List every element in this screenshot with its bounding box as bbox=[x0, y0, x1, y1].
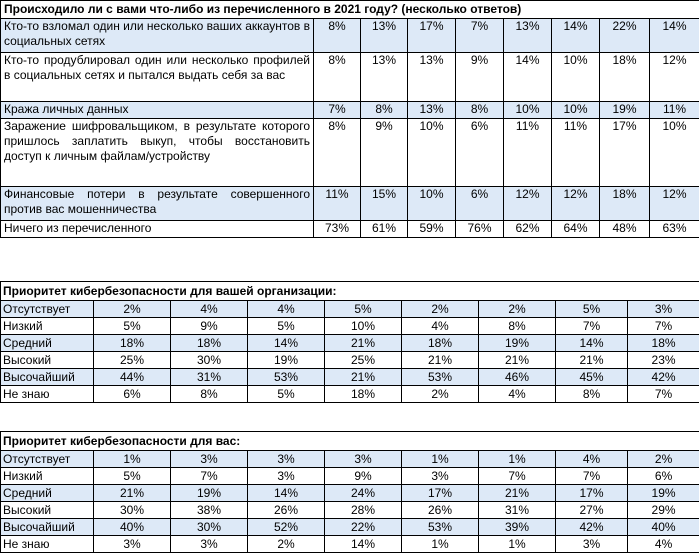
value-cell: 18% bbox=[402, 335, 479, 352]
value-cell: 3% bbox=[325, 451, 402, 468]
table-row bbox=[1, 119, 699, 187]
value-cell: 7% bbox=[314, 102, 361, 119]
value-cell: 8% bbox=[456, 102, 504, 119]
value-cell: 3% bbox=[628, 301, 699, 318]
value-cell: 30% bbox=[171, 352, 248, 369]
value-cell: 10% bbox=[408, 119, 456, 187]
value-cell: 2% bbox=[402, 386, 479, 403]
row-label: Кто-то взломал один или несколько ваших аккаунтов в социальных сетях bbox=[1, 19, 314, 53]
value-cell: 12% bbox=[650, 53, 699, 102]
row-label: Ничего из перечисленного bbox=[1, 221, 314, 238]
value-cell: 18% bbox=[325, 386, 402, 403]
value-cell: 48% bbox=[600, 221, 650, 238]
value-cell: 4% bbox=[556, 451, 628, 468]
value-cell: 19% bbox=[628, 485, 699, 502]
value-cell: 10% bbox=[650, 119, 699, 187]
value-cell: 3% bbox=[556, 536, 628, 553]
value-cell: 30% bbox=[171, 519, 248, 536]
value-cell: 31% bbox=[479, 502, 556, 519]
value-cell: 18% bbox=[600, 53, 650, 102]
value-cell: 10% bbox=[325, 318, 402, 335]
value-cell: 4% bbox=[248, 301, 325, 318]
value-cell: 8% bbox=[314, 19, 361, 53]
value-cell: 26% bbox=[248, 502, 325, 519]
value-cell: 1% bbox=[402, 536, 479, 553]
value-cell: 40% bbox=[628, 519, 699, 536]
value-cell: 4% bbox=[171, 301, 248, 318]
value-cell: 21% bbox=[479, 352, 556, 369]
value-cell: 5% bbox=[556, 301, 628, 318]
value-cell: 8% bbox=[479, 318, 556, 335]
value-cell: 7% bbox=[556, 468, 628, 485]
value-cell: 12% bbox=[552, 187, 600, 221]
value-cell: 8% bbox=[361, 102, 408, 119]
row-label: Заражение шифровальщиком, в результате которого пришлось заплатить выкуп, чтобы восстановить доступ к личным файлам/устройству bbox=[1, 119, 314, 187]
value-cell: 3% bbox=[248, 468, 325, 485]
value-cell: 76% bbox=[456, 221, 504, 238]
value-cell: 3% bbox=[171, 536, 248, 553]
row-label: Высочайший bbox=[1, 369, 94, 386]
value-cell: 18% bbox=[94, 335, 171, 352]
value-cell: 42% bbox=[628, 369, 699, 386]
table-row bbox=[1, 468, 699, 485]
value-cell: 62% bbox=[504, 221, 552, 238]
row-label: Высочайший bbox=[1, 519, 94, 536]
value-cell: 13% bbox=[361, 53, 408, 102]
value-cell: 7% bbox=[628, 386, 699, 403]
value-cell: 19% bbox=[479, 335, 556, 352]
value-cell: 31% bbox=[171, 369, 248, 386]
value-cell: 5% bbox=[248, 318, 325, 335]
value-cell: 38% bbox=[171, 502, 248, 519]
value-cell: 11% bbox=[552, 119, 600, 187]
value-cell: 21% bbox=[325, 369, 402, 386]
table-row bbox=[1, 19, 699, 53]
value-cell: 1% bbox=[94, 451, 171, 468]
value-cell: 9% bbox=[456, 53, 504, 102]
table-row bbox=[1, 187, 699, 221]
value-cell: 27% bbox=[556, 502, 628, 519]
value-cell: 14% bbox=[556, 335, 628, 352]
value-cell: 17% bbox=[402, 485, 479, 502]
value-cell: 9% bbox=[325, 468, 402, 485]
personal-priority-table-title: Приоритет кибербезопасности для вас: bbox=[1, 432, 699, 451]
value-cell: 7% bbox=[556, 318, 628, 335]
value-cell: 8% bbox=[314, 53, 361, 102]
value-cell: 10% bbox=[504, 102, 552, 119]
table-row bbox=[1, 352, 699, 369]
value-cell: 11% bbox=[314, 187, 361, 221]
row-label: Высокий bbox=[1, 502, 94, 519]
value-cell: 22% bbox=[600, 19, 650, 53]
value-cell: 53% bbox=[402, 519, 479, 536]
value-cell: 53% bbox=[402, 369, 479, 386]
value-cell: 21% bbox=[402, 352, 479, 369]
value-cell: 6% bbox=[456, 187, 504, 221]
value-cell: 3% bbox=[94, 536, 171, 553]
incidents-table bbox=[0, 0, 699, 238]
incidents-table-title: Происходило ли с вами что-либо из перечисленного в 2021 году? (несколько ответов) bbox=[1, 1, 699, 19]
value-cell: 46% bbox=[479, 369, 556, 386]
value-cell: 4% bbox=[402, 318, 479, 335]
value-cell: 28% bbox=[325, 502, 402, 519]
value-cell: 5% bbox=[325, 301, 402, 318]
table-row bbox=[1, 519, 699, 536]
value-cell: 25% bbox=[94, 352, 171, 369]
value-cell: 8% bbox=[171, 386, 248, 403]
value-cell: 2% bbox=[402, 301, 479, 318]
value-cell: 63% bbox=[650, 221, 699, 238]
value-cell: 3% bbox=[171, 451, 248, 468]
value-cell: 26% bbox=[402, 502, 479, 519]
value-cell: 12% bbox=[650, 187, 699, 221]
value-cell: 59% bbox=[408, 221, 456, 238]
value-cell: 2% bbox=[628, 451, 699, 468]
value-cell: 15% bbox=[361, 187, 408, 221]
value-cell: 10% bbox=[552, 53, 600, 102]
value-cell: 24% bbox=[325, 485, 402, 502]
value-cell: 18% bbox=[171, 335, 248, 352]
value-cell: 9% bbox=[171, 318, 248, 335]
value-cell: 21% bbox=[325, 335, 402, 352]
row-label: Не знаю bbox=[1, 536, 94, 553]
value-cell: 14% bbox=[248, 335, 325, 352]
value-cell: 61% bbox=[361, 221, 408, 238]
value-cell: 52% bbox=[248, 519, 325, 536]
value-cell: 5% bbox=[94, 468, 171, 485]
value-cell: 7% bbox=[479, 468, 556, 485]
value-cell: 18% bbox=[628, 335, 699, 352]
value-cell: 23% bbox=[628, 352, 699, 369]
value-cell: 13% bbox=[361, 19, 408, 53]
row-label: Средний bbox=[1, 335, 94, 352]
value-cell: 11% bbox=[504, 119, 552, 187]
value-cell: 11% bbox=[650, 102, 699, 119]
value-cell: 1% bbox=[479, 451, 556, 468]
value-cell: 10% bbox=[408, 187, 456, 221]
org-priority-table bbox=[0, 281, 699, 403]
value-cell: 29% bbox=[628, 502, 699, 519]
value-cell: 30% bbox=[94, 502, 171, 519]
value-cell: 25% bbox=[325, 352, 402, 369]
value-cell: 53% bbox=[248, 369, 325, 386]
value-cell: 14% bbox=[504, 53, 552, 102]
table-row bbox=[1, 318, 699, 335]
row-label: Низкий bbox=[1, 318, 94, 335]
table-row bbox=[1, 536, 699, 553]
value-cell: 17% bbox=[600, 119, 650, 187]
value-cell: 64% bbox=[552, 221, 600, 238]
value-cell: 45% bbox=[556, 369, 628, 386]
value-cell: 3% bbox=[248, 451, 325, 468]
table-row bbox=[1, 502, 699, 519]
table-row bbox=[1, 451, 699, 468]
table-row bbox=[1, 335, 699, 352]
value-cell: 19% bbox=[600, 102, 650, 119]
value-cell: 6% bbox=[94, 386, 171, 403]
value-cell: 22% bbox=[325, 519, 402, 536]
row-label: Кража личных данных bbox=[1, 102, 314, 119]
value-cell: 21% bbox=[94, 485, 171, 502]
value-cell: 6% bbox=[456, 119, 504, 187]
value-cell: 21% bbox=[556, 352, 628, 369]
value-cell: 2% bbox=[479, 301, 556, 318]
value-cell: 73% bbox=[314, 221, 361, 238]
value-cell: 8% bbox=[556, 386, 628, 403]
value-cell: 1% bbox=[479, 536, 556, 553]
table-row bbox=[1, 53, 699, 102]
value-cell: 6% bbox=[628, 468, 699, 485]
value-cell: 21% bbox=[479, 485, 556, 502]
value-cell: 7% bbox=[628, 318, 699, 335]
value-cell: 5% bbox=[94, 318, 171, 335]
value-cell: 9% bbox=[361, 119, 408, 187]
value-cell: 8% bbox=[314, 119, 361, 187]
value-cell: 13% bbox=[408, 102, 456, 119]
value-cell: 14% bbox=[325, 536, 402, 553]
value-cell: 2% bbox=[94, 301, 171, 318]
row-label: Не знаю bbox=[1, 386, 94, 403]
table-row bbox=[1, 221, 699, 238]
value-cell: 40% bbox=[94, 519, 171, 536]
value-cell: 2% bbox=[248, 536, 325, 553]
value-cell: 5% bbox=[248, 386, 325, 403]
row-label: Отсутствует bbox=[1, 451, 94, 468]
value-cell: 39% bbox=[479, 519, 556, 536]
value-cell: 4% bbox=[479, 386, 556, 403]
value-cell: 13% bbox=[408, 53, 456, 102]
value-cell: 7% bbox=[456, 19, 504, 53]
value-cell: 42% bbox=[556, 519, 628, 536]
value-cell: 7% bbox=[171, 468, 248, 485]
table-row bbox=[1, 369, 699, 386]
value-cell: 3% bbox=[402, 468, 479, 485]
row-label: Отсутствует bbox=[1, 301, 94, 318]
value-cell: 17% bbox=[556, 485, 628, 502]
row-label: Средний bbox=[1, 485, 94, 502]
row-label: Высокий bbox=[1, 352, 94, 369]
table-row bbox=[1, 485, 699, 502]
row-label: Низкий bbox=[1, 468, 94, 485]
value-cell: 18% bbox=[600, 187, 650, 221]
value-cell: 14% bbox=[650, 19, 699, 53]
row-label: Финансовые потери в результате совершенного против вас мошенничества bbox=[1, 187, 314, 221]
org-priority-table-title: Приоритет кибербезопасности для вашей организации: bbox=[1, 282, 699, 301]
value-cell: 14% bbox=[552, 19, 600, 53]
table-row bbox=[1, 386, 699, 403]
value-cell: 19% bbox=[248, 352, 325, 369]
table-row bbox=[1, 102, 699, 119]
value-cell: 14% bbox=[248, 485, 325, 502]
value-cell: 4% bbox=[628, 536, 699, 553]
value-cell: 13% bbox=[504, 19, 552, 53]
value-cell: 12% bbox=[504, 187, 552, 221]
personal-priority-table bbox=[0, 431, 699, 553]
value-cell: 1% bbox=[402, 451, 479, 468]
table-row bbox=[1, 301, 699, 318]
value-cell: 44% bbox=[94, 369, 171, 386]
row-label: Кто-то продублировал один или несколько профилей в социальных сетях и пытался выдать себя за вас bbox=[1, 53, 314, 102]
value-cell: 10% bbox=[552, 102, 600, 119]
value-cell: 19% bbox=[171, 485, 248, 502]
value-cell: 17% bbox=[408, 19, 456, 53]
